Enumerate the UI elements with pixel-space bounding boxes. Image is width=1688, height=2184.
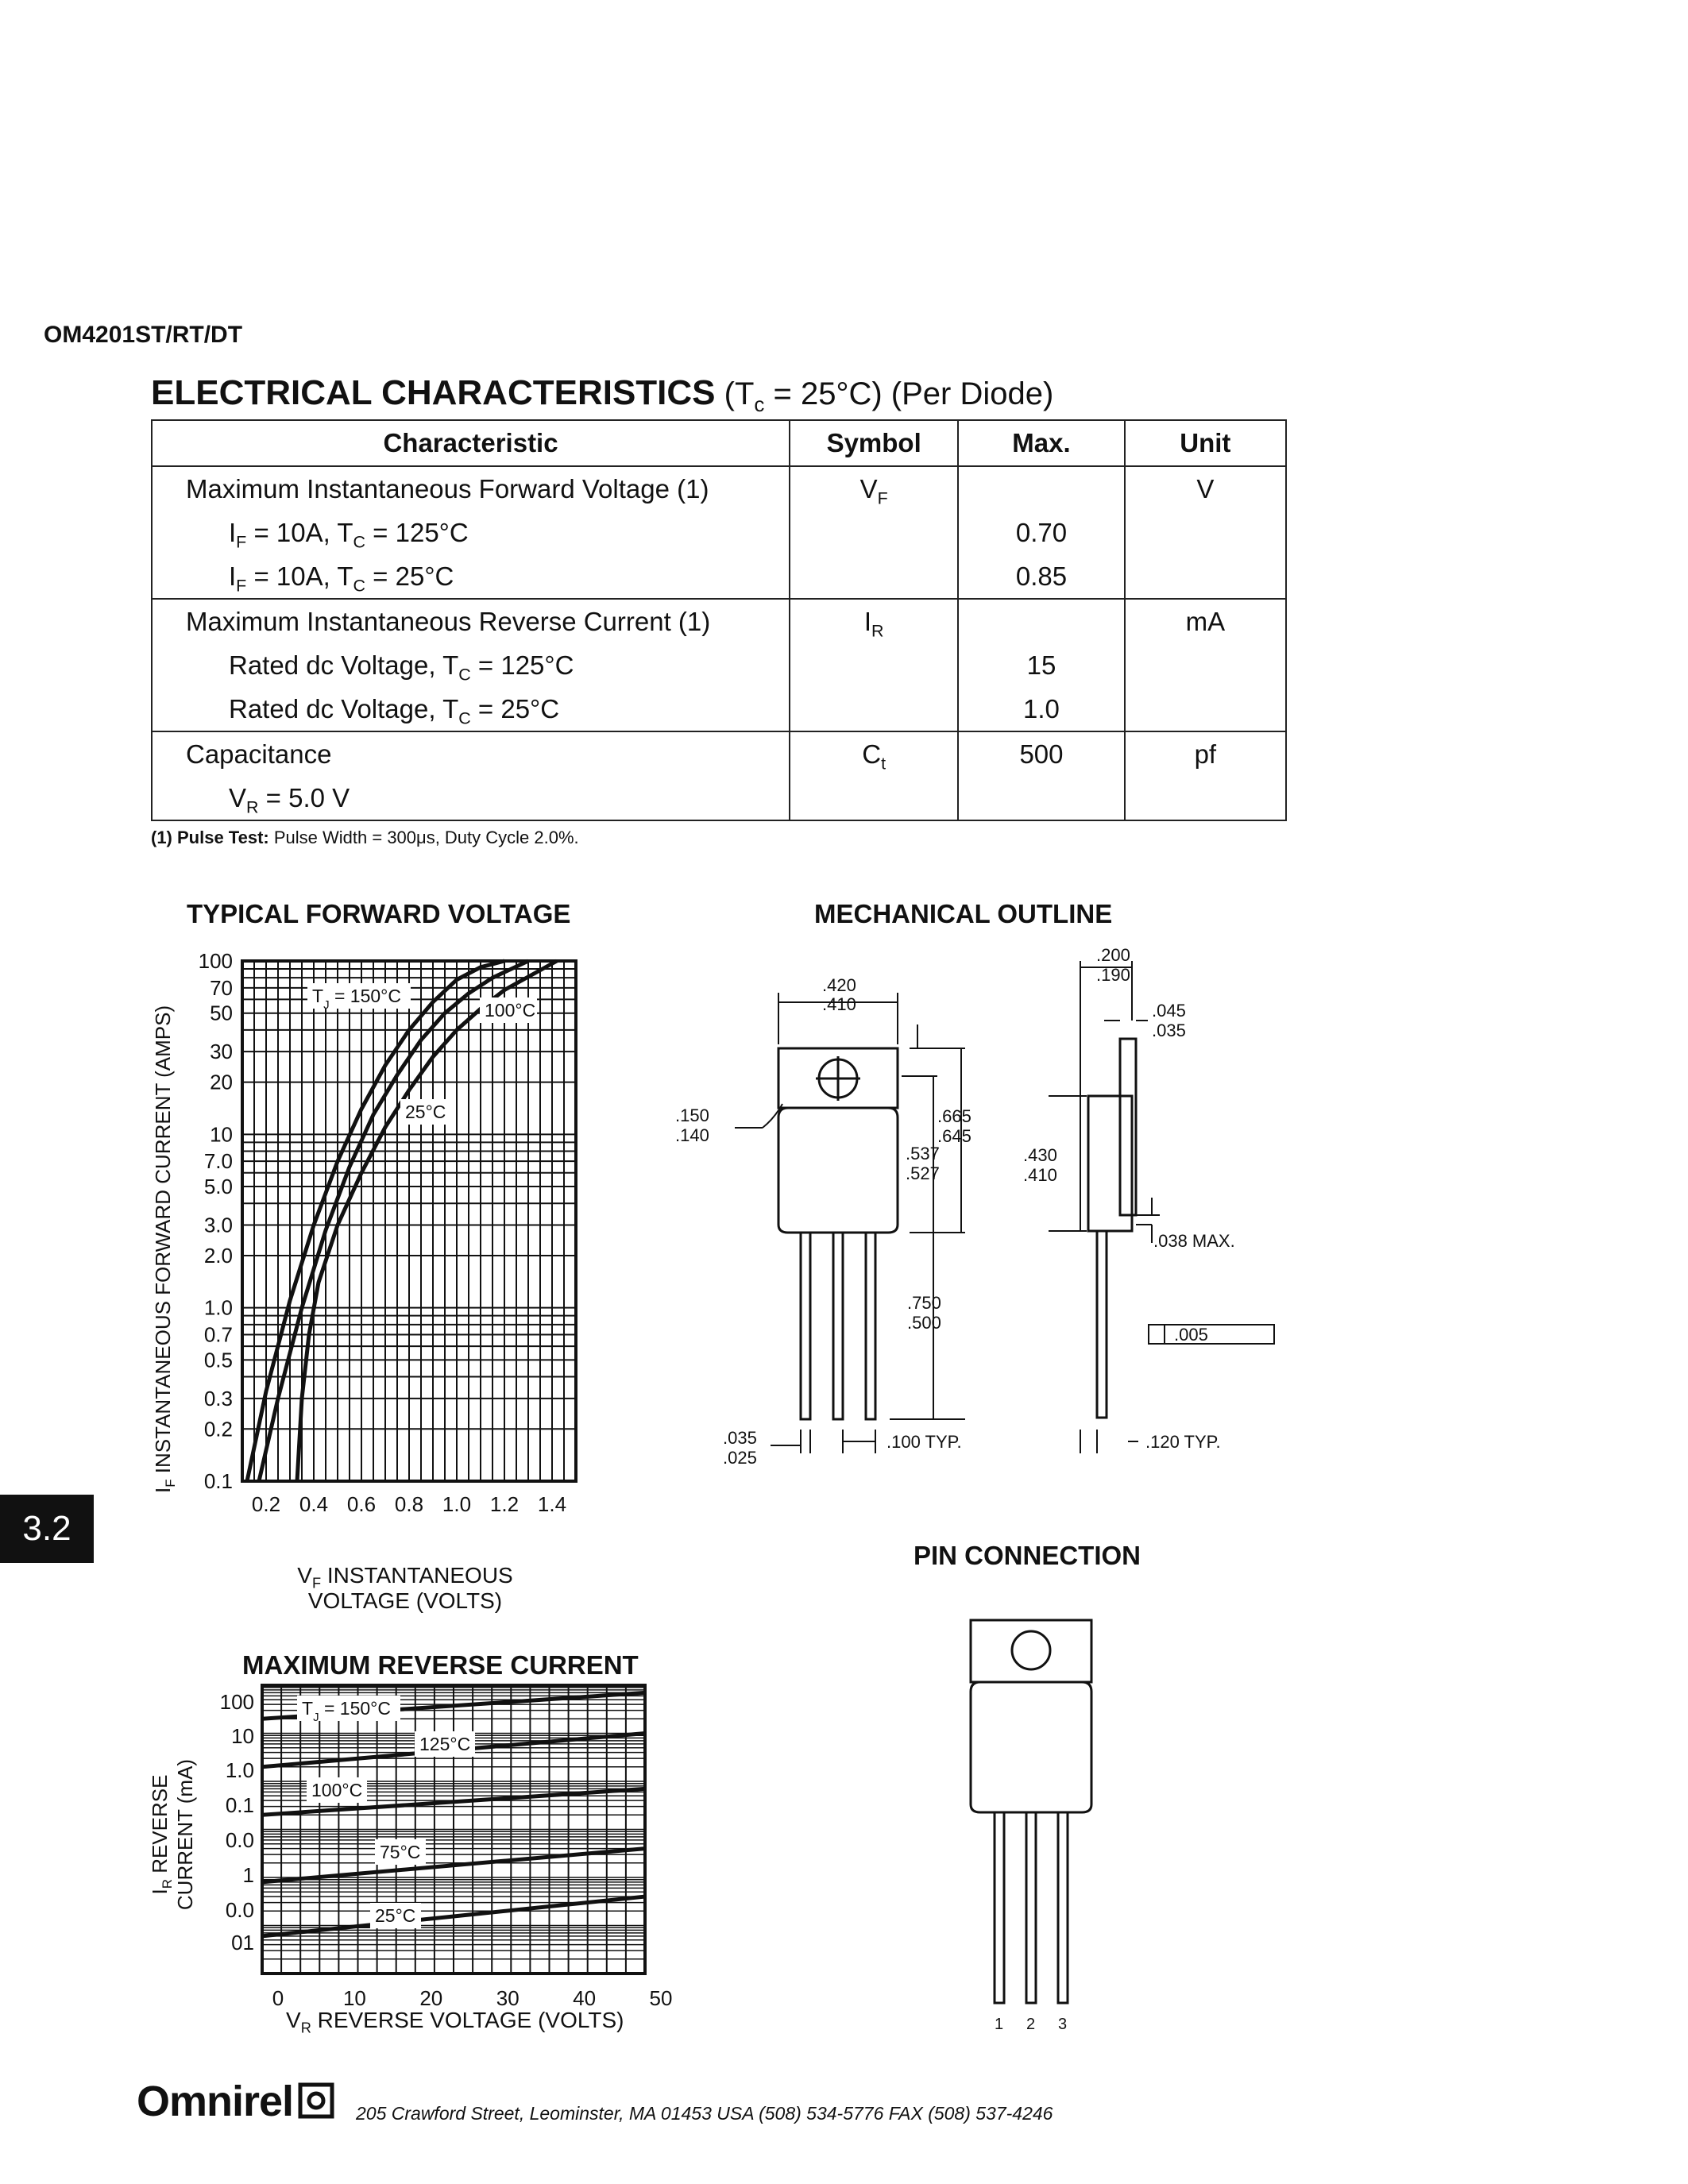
forward-y-tick: 3.0 [203,1213,233,1237]
forward-y-tick: 1.0 [203,1295,233,1320]
svg-text:.190: .190 [1096,965,1130,985]
forward-label-100c: 100°C [485,1000,536,1021]
unit: mA [1185,607,1226,636]
forward-y-tick: 5.0 [203,1175,233,1199]
forward-y-tick: 0.1 [203,1469,233,1493]
reverse-label-100c: 100°C [311,1780,363,1800]
forward-x-tick: 1.2 [489,1492,520,1516]
unit: pf [1194,739,1217,769]
pin-3-label: 3 [1058,2016,1068,2033]
forward-x-tick: 0.8 [394,1492,424,1516]
mounting-hole-icon [1012,1631,1050,1669]
pin-3-lead [1058,1812,1068,2003]
reverse-y-tick: 0.0 [225,1898,254,1922]
lead-3 [866,1233,875,1419]
reverse-label-75c: 75°C [380,1842,421,1862]
forward-series-line [297,961,557,1481]
condition: $I_F = 10A$, $T_C = 125^\circ C$ [229,518,469,552]
characteristic-name: Capacitance [186,739,332,769]
mechanical-outline-title: MECHANICAL OUTLINE [814,899,1113,928]
forward-x-tick: 0.4 [299,1492,329,1516]
forward-series-line [259,961,528,1481]
pin-2-label: 2 [1026,2016,1036,2033]
forward-y-tick: 100 [198,949,233,973]
reverse-x-tick: 30 [496,1986,520,2010]
pin-1-lead [995,1812,1004,2003]
forward-y-tick: 0.3 [203,1386,233,1410]
omnirel-logo-icon [298,2082,334,2119]
symbol: $I_R$ [863,607,884,641]
reverse-label-125c: 125°C [419,1734,471,1754]
side-lead [1097,1231,1107,1418]
section-title-rest-a: (T [715,376,755,411]
forward-x-tick: 0.2 [251,1492,281,1516]
svg-text:.410: .410 [1023,1165,1057,1185]
forward-y-tick: 0.2 [203,1417,233,1441]
svg-text:.410: .410 [822,994,856,1014]
max-value: 0.70 [1015,518,1068,547]
header-unit: Unit [1125,420,1286,466]
forward-y-tick: 0.5 [203,1348,233,1372]
svg-text:.150: .150 [675,1106,709,1125]
reverse-x-tick: 0 [272,1986,284,2010]
svg-text:.500: .500 [907,1313,941,1333]
side-body [1088,1096,1132,1231]
section-title [151,373,1054,417]
condition: Rated dc Voltage, $T_C = 125^\circ C$ [229,650,574,685]
reverse-y-tick: 1 [242,1863,254,1887]
condition: $I_F = 10A$, $T_C = 25^\circ C$ [229,561,454,596]
reverse-chart-ylabel: $I_R$ REVERSE CURRENT (mA) [148,1758,197,1911]
reverse-y-tick: 1.0 [225,1758,254,1782]
table-row [152,731,1286,820]
svg-text:.750: .750 [907,1293,941,1313]
forward-x-tick: 1.4 [537,1492,567,1516]
pin-connection-title: PIN CONNECTION [914,1541,1141,1570]
forward-x-tick: 0.6 [346,1492,377,1516]
flatness-box [1149,1325,1274,1344]
omnirel-logo: Omnirel [137,2077,334,2126]
characteristic-name: Maximum Instantaneous Reverse Current (1) [186,607,711,636]
reverse-chart-xlabel: $V_R$ REVERSE VOLTAGE (VOLTS) [286,2008,624,2036]
svg-text:.005: .005 [1174,1325,1208,1345]
svg-text:.665: .665 [937,1106,971,1126]
table-row-group [152,599,1286,731]
svg-text:.025: .025 [723,1448,757,1468]
pin-2-lead [1026,1812,1036,2003]
forward-voltage-chart [143,937,635,1620]
forward-chart-title: TYPICAL FORWARD VOLTAGE [187,899,571,928]
svg-text:.120 TYP.: .120 TYP. [1145,1432,1221,1452]
section-title-bold: ELECTRICAL CHARACTERISTICS [151,373,716,412]
pin-connection-drawing [953,1604,1112,2033]
footnote-label: (1) Pulse Test: [151,828,269,847]
characteristic-name: Maximum Instantaneous Forward Voltage (1) [186,474,709,504]
forward-x-tick: 1.0 [442,1492,472,1516]
svg-text:.527: .527 [906,1163,940,1183]
table-header-row [152,420,1286,466]
reverse-chart-title: MAXIMUM REVERSE CURRENT [242,1650,639,1680]
forward-series-line [247,961,504,1481]
svg-text:.045: .045 [1152,1001,1186,1021]
reverse-x-tick: 10 [342,1986,366,2010]
forward-y-tick: 0.7 [203,1322,233,1347]
svg-text:.420: .420 [822,975,856,995]
svg-text:.035: .035 [1152,1021,1186,1040]
part-number: OM4201ST/RT/DT [44,322,243,348]
svg-text:.100 TYP.: .100 TYP. [886,1432,962,1452]
forward-y-tick: 20 [210,1070,233,1094]
footer-address: 205 Crawford Street, Leominster, MA 01453 USA (508) 534-5776 FAX (508) 537-4246 [356,2103,1053,2124]
svg-text:.645: .645 [937,1126,971,1146]
mechanical-outline-drawing [651,945,1287,1501]
svg-text:.537: .537 [906,1144,940,1163]
forward-y-tick: 7.0 [203,1149,233,1174]
reverse-current-chart [207,1684,673,2017]
forward-grid [242,961,576,1481]
reverse-x-tick: 50 [649,1986,673,2010]
reverse-label-25c: 25°C [375,1905,416,1926]
reverse-y-tick: 10 [231,1724,254,1748]
pin-1-label: 1 [995,2016,1004,2033]
svg-text:.035: .035 [723,1428,757,1448]
forward-y-tick: 70 [210,975,233,1000]
table-row [152,466,1286,599]
forward-chart-xlabel: $V_F$ INSTANTANEOUS VOLTAGE (VOLTS) [297,1563,513,1613]
svg-text:.200: .200 [1096,945,1130,965]
table-row [152,599,1286,731]
svg-text:.430: .430 [1023,1145,1057,1165]
footnote [151,828,579,848]
reverse-y-tick: 100 [219,1690,254,1714]
forward-y-tick: 50 [210,1001,233,1025]
package-body [778,1108,898,1233]
header-symbol: Symbol [790,420,958,466]
condition: Rated dc Voltage, $T_C = 25^\circ C$ [229,694,560,728]
reverse-y-tick: 0.0 [225,1828,254,1852]
max-value: 500 [1019,739,1064,769]
svg-text:.038 MAX.: .038 MAX. [1153,1231,1235,1251]
header-characteristic: Characteristic [152,420,790,466]
lead-2 [833,1233,843,1419]
symbol: $C_t$ [862,739,886,774]
forward-y-tick: 10 [210,1122,233,1147]
section-title-sub: c [754,392,765,417]
condition: $V_R = 5.0$ V [229,783,350,817]
forward-y-tick: 30 [210,1040,233,1064]
max-value: 1.0 [1023,694,1060,723]
reverse-y-tick: 0.1 [225,1793,254,1817]
forward-label-150c: $T_J = 150^\circ C$ [312,986,401,1012]
unit: V [1196,474,1215,504]
section-title-rest-b: = 25°C) (Per Diode) [764,376,1054,411]
footnote-text: Pulse Width = 300μs, Duty Cycle 2.0%. [268,828,579,847]
table-row-group [152,466,1286,599]
table-row-group [152,731,1286,820]
forward-label-25c: 25°C [405,1102,446,1122]
max-value: 0.85 [1015,561,1068,591]
svg-text:.140: .140 [675,1125,709,1145]
lead-1 [801,1233,810,1419]
forward-y-tick: 2.0 [203,1243,233,1268]
side-tab [1120,1039,1136,1215]
reverse-y-tick: 01 [231,1931,254,1954]
electrical-characteristics-table [151,419,1287,821]
max-value: 15 [1026,650,1056,680]
reverse-label-150c: $T_J = 150^\circ C$ [302,1698,391,1724]
section-tab: 3.2 [0,1495,94,1563]
reverse-x-tick: 40 [573,1986,597,2010]
reverse-x-tick: 20 [419,1986,443,2010]
header-max: Max. [958,420,1124,466]
symbol: $V_F$ [859,474,888,508]
forward-chart-ylabel: $I_F$ INSTANTANEOUS FORWARD CURRENT (AMPS) [151,1005,178,1493]
